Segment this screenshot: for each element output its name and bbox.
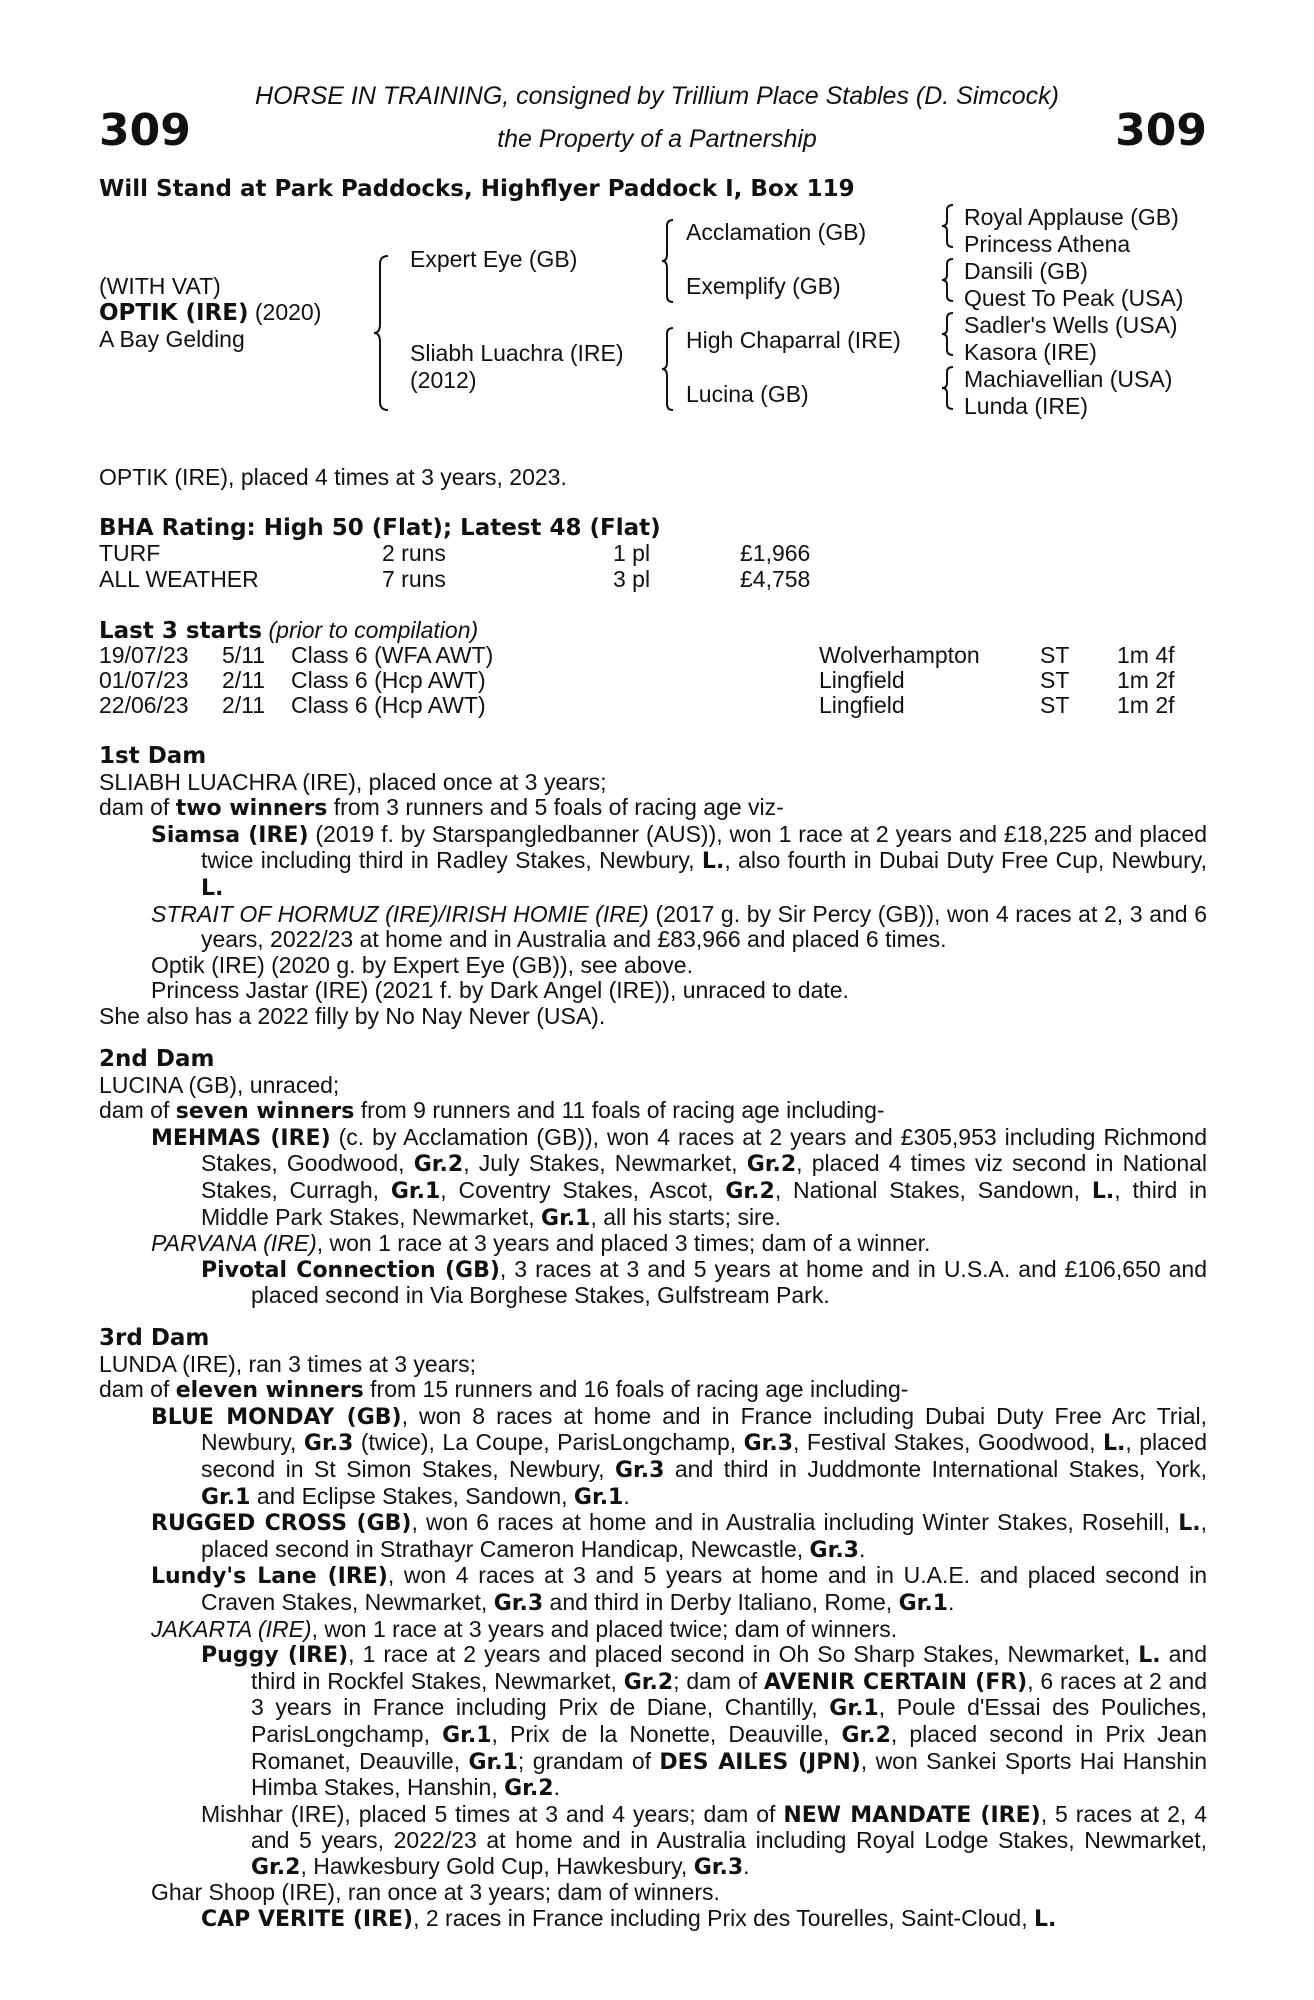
sire-dam: Exemplify (GB) <box>686 273 841 299</box>
start-class: Class 6 (Hcp AWT) <box>291 667 486 693</box>
pedigree-brace-sire <box>660 218 676 304</box>
lot-number-right: 309 <box>1115 105 1207 156</box>
produce-entry: Ghar Shoop (IRE), ran once at 3 years; dam of winners. <box>151 1879 720 1906</box>
brace-g2 <box>940 257 956 303</box>
section-title: 1st Dam <box>99 743 207 769</box>
g-dss: Sadler's Wells (USA) <box>964 312 1178 338</box>
first-dam-section <box>99 744 1207 1030</box>
g-sdd: Quest To Peak (USA) <box>964 285 1184 311</box>
horse-name: OPTIK (IRE) <box>99 300 249 326</box>
horse-name-line <box>99 299 321 326</box>
dam-produce-line: dam of seven winners from 9 runners and 11 foals of racing age including- <box>99 1097 885 1125</box>
g-ssd: Princess Athena <box>964 231 1131 257</box>
prize-money: £4,758 <box>740 566 811 592</box>
produce-entry: Optik (IRE) (2020 g. by Expert Eye (GB)), see above. <box>151 951 693 978</box>
start-going: ST <box>1040 692 1070 718</box>
surface: ALL WEATHER <box>99 566 259 592</box>
brace-g4 <box>940 365 956 411</box>
bha-rating: BHA Rating: High 50 (Flat); Latest 48 (Flat) <box>99 515 661 541</box>
start-course: Lingfield <box>819 667 905 693</box>
property-line: the Property of a Partnership <box>497 125 817 153</box>
pedigree-brace-main <box>372 254 392 412</box>
produce-entry: CAP VERITE (IRE), 2 races in France including Prix des Tourelles, Saint-Cloud, L. <box>201 1905 1057 1933</box>
dam-name: Sliabh Luachra (IRE) <box>410 340 624 366</box>
dam-line: SLIABH LUACHRA (IRE), placed once at 3 years; <box>99 768 607 795</box>
g-ddd: Lunda (IRE) <box>964 393 1089 419</box>
start-class: Class 6 (WFA AWT) <box>291 642 494 668</box>
lot-number-left: 309 <box>99 105 191 156</box>
dam-line: LUCINA (GB), unraced; <box>99 1071 340 1098</box>
start-distance: 1m 4f <box>1117 642 1175 668</box>
pedigree-brace-dam <box>660 326 676 412</box>
start-position: 5/11 <box>222 642 266 668</box>
start-distance: 1m 2f <box>1117 692 1175 718</box>
start-class: Class 6 (Hcp AWT) <box>291 692 486 718</box>
runs: 2 runs <box>382 540 446 566</box>
g-dds: Machiavellian (USA) <box>964 366 1173 392</box>
g-dsd: Kasora (IRE) <box>964 339 1097 365</box>
start-date: 19/07/23 <box>99 642 189 668</box>
second-dam-section <box>99 1047 1207 1309</box>
start-distance: 1m 2f <box>1117 667 1175 693</box>
stand-location: Will Stand at Park Paddocks, Highflyer Paddock I, Box 119 <box>99 176 855 202</box>
runs: 7 runs <box>382 566 446 592</box>
dam-sire: High Chaparral (IRE) <box>686 327 901 353</box>
last-starts-note: (prior to compilation) <box>268 617 479 643</box>
section-title: 3rd Dam <box>99 1325 210 1351</box>
consignor-line: HORSE IN TRAINING, consigned by Trillium Place Stables (D. Simcock) <box>255 82 1059 110</box>
surface: TURF <box>99 540 161 566</box>
dam-year: (2012) <box>410 367 477 393</box>
brace-g1 <box>940 203 956 249</box>
produce-entry: PARVANA (IRE), won 1 race at 3 years and placed 3 times; dam of a winner. <box>151 1230 931 1257</box>
race-summary: OPTIK (IRE), placed 4 times at 3 years, 2023. <box>99 464 567 490</box>
start-course: Wolverhampton <box>819 642 980 668</box>
start-going: ST <box>1040 642 1070 668</box>
start-position: 2/11 <box>222 692 266 718</box>
last-starts-heading <box>99 618 478 645</box>
produce-entry: Mishhar (IRE), placed 5 times at 3 and 4 years; dam of NEW MANDATE (IRE), 5 races at 2, 4 and 5 years, 2022/23 at home and in Australia including Royal Lodge Stakes, Newmarket, Gr.2, Hawkesbury Gold Cup, Hawkesbury, Gr.3. <box>201 1800 1207 1880</box>
produce-entry: JAKARTA (IRE), won 1 race at 3 years and placed twice; dam of winners. <box>151 1615 898 1642</box>
third-dam-section <box>99 1326 1207 1933</box>
start-course: Lingfield <box>819 692 905 718</box>
horse-description: A Bay Gelding <box>99 326 245 352</box>
dam-line: LUNDA (IRE), ran 3 times at 3 years; <box>99 1350 477 1377</box>
placings: 3 pl <box>613 566 651 592</box>
start-going: ST <box>1040 667 1070 693</box>
placings: 1 pl <box>613 540 651 566</box>
g-sss: Royal Applause (GB) <box>964 204 1179 230</box>
produce-entry: Puggy (IRE), 1 race at 2 years and placed second in Oh So Sharp Stakes, Newmarket, L. and third in Rockfel Stakes, Newmarket, Gr.2; dam of AVENIR CERTAIN (FR), 6 races at 2 and 3 years in France including Prix de Diane, Chantilly, Gr.1, Poule d'Essai des Pouliches, ParisLongchamp, Gr.1, Prix de la Nonette, Deauville, Gr.2, placed second in Prix Jean Romanet, Deauville, Gr.1; grandam of DES AILES (JPN), won Sankei Sports Hai Hanshin Himba Stakes, Hanshin, Gr.2. <box>201 1641 1208 1802</box>
dam-dam: Lucina (GB) <box>686 381 809 407</box>
start-date: 22/06/23 <box>99 692 189 718</box>
produce-note: She also has a 2022 filly by No Nay Never (USA). <box>99 1002 606 1029</box>
brace-g3 <box>940 311 956 357</box>
dam-produce-line: dam of two winners from 3 runners and 5 foals of racing age viz- <box>99 794 784 822</box>
sire-sire: Acclamation (GB) <box>686 219 867 245</box>
dam-produce-line: dam of eleven winners from 15 runners and 16 foals of racing age including- <box>99 1376 909 1404</box>
section-title: 2nd Dam <box>99 1046 215 1072</box>
produce-entry: Lundy's Lane (IRE), won 4 races at 3 and 5 years at home and in U.A.E. and placed second in Craven Stakes, Newmarket, Gr.3 and third in Derby Italiano, Rome, Gr.1. <box>151 1562 1207 1616</box>
sire-name: Expert Eye (GB) <box>410 246 578 272</box>
produce-entry: Princess Jastar (IRE) (2021 f. by Dark Angel (IRE)), unraced to date. <box>151 977 849 1004</box>
prize-money: £1,966 <box>740 540 811 566</box>
produce-entry: MEHMAS (IRE) (c. by Acclamation (GB)), won 4 races at 2 years and £305,953 including Richmond Stakes, Goodwood, Gr.2, July Stakes, Newmarket, Gr.2, placed 4 times viz second in National Stakes, Curragh, Gr.1, Coventry Stakes, Ascot, Gr.2, National Stakes, Sandown, L., third in Middle Park Stakes, Newmarket, Gr.1, all his starts; sire. <box>151 1123 1208 1231</box>
start-position: 2/11 <box>222 667 266 693</box>
produce-entry: Siamsa (IRE) (2019 f. by Starspangledbanner (AUS)), won 1 race at 2 years and £18,225 and placed twice including third in Radley Stakes, Newbury, L., also fourth in Dubai Duty Free Cup, Newbury, L. <box>151 820 1207 901</box>
produce-entry: STRAIT OF HORMUZ (IRE)/IRISH HOMIE (IRE) (2017 g. by Sir Percy (GB)), won 4 races at 2, 3 and 6 years, 2022/23 at home and in Australia and £83,966 and placed 6 times. <box>151 900 1207 953</box>
vat-note: (WITH VAT) <box>99 273 221 299</box>
start-date: 01/07/23 <box>99 667 189 693</box>
horse-year: (2020) <box>254 299 322 325</box>
g-sds: Dansili (GB) <box>964 258 1088 284</box>
last-starts-title: Last 3 starts <box>99 618 263 644</box>
produce-entry: Pivotal Connection (GB), 3 races at 3 and 5 years at home and in U.S.A. and £106,650 and placed second in Via Borghese Stakes, Gulfstream Park. <box>201 1255 1207 1309</box>
produce-entry: BLUE MONDAY (GB), won 8 races at home and in France including Dubai Duty Free Arc Trial, Newbury, Gr.3 (twice), La Coupe, ParisLongchamp, Gr.3, Festival Stakes, Goodwood, L., placed second in St Simon Stakes, Newbury, Gr.3 and third in Juddmonte International Stakes, York, Gr.1 and Eclipse Stakes, Sandown, Gr.1. <box>151 1402 1207 1510</box>
produce-entry: RUGGED CROSS (GB), won 6 races at home and in Australia including Winter Stakes, Rosehill, L., placed second in Strathayr Cameron Handicap, Newcastle, Gr.3. <box>151 1509 1207 1563</box>
